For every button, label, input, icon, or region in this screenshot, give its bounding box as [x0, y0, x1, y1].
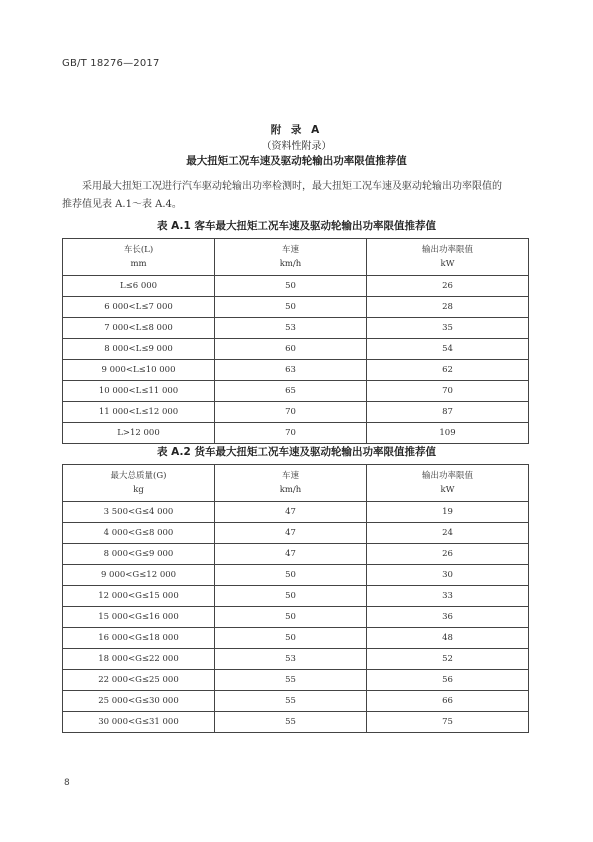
- column-header: [215, 239, 367, 276]
- table-row: [63, 276, 529, 297]
- table-cell: 6 000<L≤7 000: [63, 297, 215, 318]
- table-cell: 70: [215, 402, 367, 423]
- table-cell: L≤6 000: [63, 276, 215, 297]
- table-cell: 4 000<G≤8 000: [63, 523, 215, 544]
- table-cell: 8 000<L≤9 000: [63, 339, 215, 360]
- intro-paragraph: [62, 178, 532, 214]
- table-cell: 60: [215, 339, 367, 360]
- table-cell: 9 000<L≤10 000: [63, 360, 215, 381]
- table-a2: [62, 464, 529, 733]
- annex-subject: 最大扭矩工况车速及驱动轮输出功率限值推荐值: [186, 155, 407, 167]
- table-cell: 47: [215, 544, 367, 565]
- table-cell: 50: [215, 628, 367, 649]
- table-cell: 50: [215, 565, 367, 586]
- column-header-name: 车速: [281, 245, 299, 255]
- table-cell: 53: [215, 318, 367, 339]
- column-header-unit: km/h: [279, 485, 302, 495]
- table-header-row: [63, 465, 529, 502]
- column-header: [215, 465, 367, 502]
- table-cell: 54: [367, 339, 529, 360]
- table-cell: 28: [367, 297, 529, 318]
- column-header-name: 车速: [281, 471, 299, 481]
- column-header-name: 输出功率限值: [421, 471, 473, 481]
- table-cell: 48: [367, 628, 529, 649]
- table-cell: 50: [215, 297, 367, 318]
- column-header-name: 输出功率限值: [421, 245, 473, 255]
- column-header-unit: mm: [130, 259, 147, 269]
- table-cell: 63: [215, 360, 367, 381]
- table-a2-caption: 表 A.2 货车最大扭矩工况车速及驱动轮输出功率限值推荐值: [157, 446, 436, 458]
- table-cell: 87: [367, 402, 529, 423]
- table-row: [63, 502, 529, 523]
- column-header-unit: kW: [440, 485, 455, 495]
- column-header: [63, 465, 215, 502]
- table-cell: 56: [367, 670, 529, 691]
- table-row: [63, 670, 529, 691]
- table-cell: 10 000<L≤11 000: [63, 381, 215, 402]
- table-cell: 70: [367, 381, 529, 402]
- table-cell: 18 000<G≤22 000: [63, 649, 215, 670]
- table-cell: 109: [367, 423, 529, 444]
- table-cell: 52: [367, 649, 529, 670]
- column-header-unit: kW: [440, 259, 455, 269]
- table-cell: 35: [367, 318, 529, 339]
- table-cell: 50: [215, 607, 367, 628]
- table-row: [63, 544, 529, 565]
- table-a1-caption: 表 A.1 客车最大扭矩工况车速及驱动轮输出功率限值推荐值: [157, 220, 436, 232]
- table-cell: 65: [215, 381, 367, 402]
- table-cell: 12 000<G≤15 000: [63, 586, 215, 607]
- table-cell: 25 000<G≤30 000: [63, 691, 215, 712]
- annex-title: 附 录 A: [270, 124, 323, 136]
- table-row: [63, 339, 529, 360]
- table-row: [63, 381, 529, 402]
- table-cell: 26: [367, 276, 529, 297]
- column-header: [367, 239, 529, 276]
- table-cell: 7 000<L≤8 000: [63, 318, 215, 339]
- table-cell: 70: [215, 423, 367, 444]
- table-row: [63, 402, 529, 423]
- table-cell: 47: [215, 502, 367, 523]
- table-row: [63, 628, 529, 649]
- table-row: [63, 423, 529, 444]
- table-cell: 47: [215, 523, 367, 544]
- table-cell: 55: [215, 712, 367, 733]
- table-cell: 16 000<G≤18 000: [63, 628, 215, 649]
- column-header: [63, 239, 215, 276]
- column-header-unit: kg: [133, 485, 144, 495]
- standard-code: GB/T 18276—2017: [62, 58, 160, 69]
- table-cell: 30 000<G≤31 000: [63, 712, 215, 733]
- table-cell: L>12 000: [63, 423, 215, 444]
- table-cell: 9 000<G≤12 000: [63, 565, 215, 586]
- column-header-name: 最大总质量(G): [110, 471, 167, 481]
- page-number: 8: [64, 778, 70, 788]
- table-cell: 19: [367, 502, 529, 523]
- table-cell: 75: [367, 712, 529, 733]
- table-a1: [62, 238, 529, 444]
- table-row: [63, 607, 529, 628]
- table-cell: 26: [367, 544, 529, 565]
- table-row: [63, 712, 529, 733]
- table-header-row: [63, 239, 529, 276]
- table-cell: 50: [215, 586, 367, 607]
- table-cell: 62: [367, 360, 529, 381]
- table-row: [63, 360, 529, 381]
- annex-nature: （资料性附录）: [261, 141, 332, 152]
- intro-line-1: 采用最大扭矩工况进行汽车驱动轮输出功率检测时，最大扭矩工况车速及驱动轮输出功率限值的: [82, 181, 502, 192]
- table-cell: 11 000<L≤12 000: [63, 402, 215, 423]
- column-header-unit: km/h: [279, 259, 302, 269]
- column-header-name: 车长(L): [123, 245, 154, 255]
- table-cell: 33: [367, 586, 529, 607]
- table-row: [63, 691, 529, 712]
- table-row: [63, 586, 529, 607]
- table-cell: 50: [215, 276, 367, 297]
- table-cell: 55: [215, 670, 367, 691]
- intro-line-2: 推荐值见表 A.1～表 A.4。: [62, 199, 182, 210]
- table-cell: 66: [367, 691, 529, 712]
- table-cell: 30: [367, 565, 529, 586]
- table-cell: 36: [367, 607, 529, 628]
- table-cell: 15 000<G≤16 000: [63, 607, 215, 628]
- table-cell: 22 000<G≤25 000: [63, 670, 215, 691]
- table-row: [63, 297, 529, 318]
- column-header: [367, 465, 529, 502]
- table-cell: 24: [367, 523, 529, 544]
- table-cell: 8 000<G≤9 000: [63, 544, 215, 565]
- table-row: [63, 523, 529, 544]
- table-cell: 55: [215, 691, 367, 712]
- table-cell: 53: [215, 649, 367, 670]
- table-row: [63, 565, 529, 586]
- table-cell: 3 500<G≤4 000: [63, 502, 215, 523]
- table-row: [63, 318, 529, 339]
- table-row: [63, 649, 529, 670]
